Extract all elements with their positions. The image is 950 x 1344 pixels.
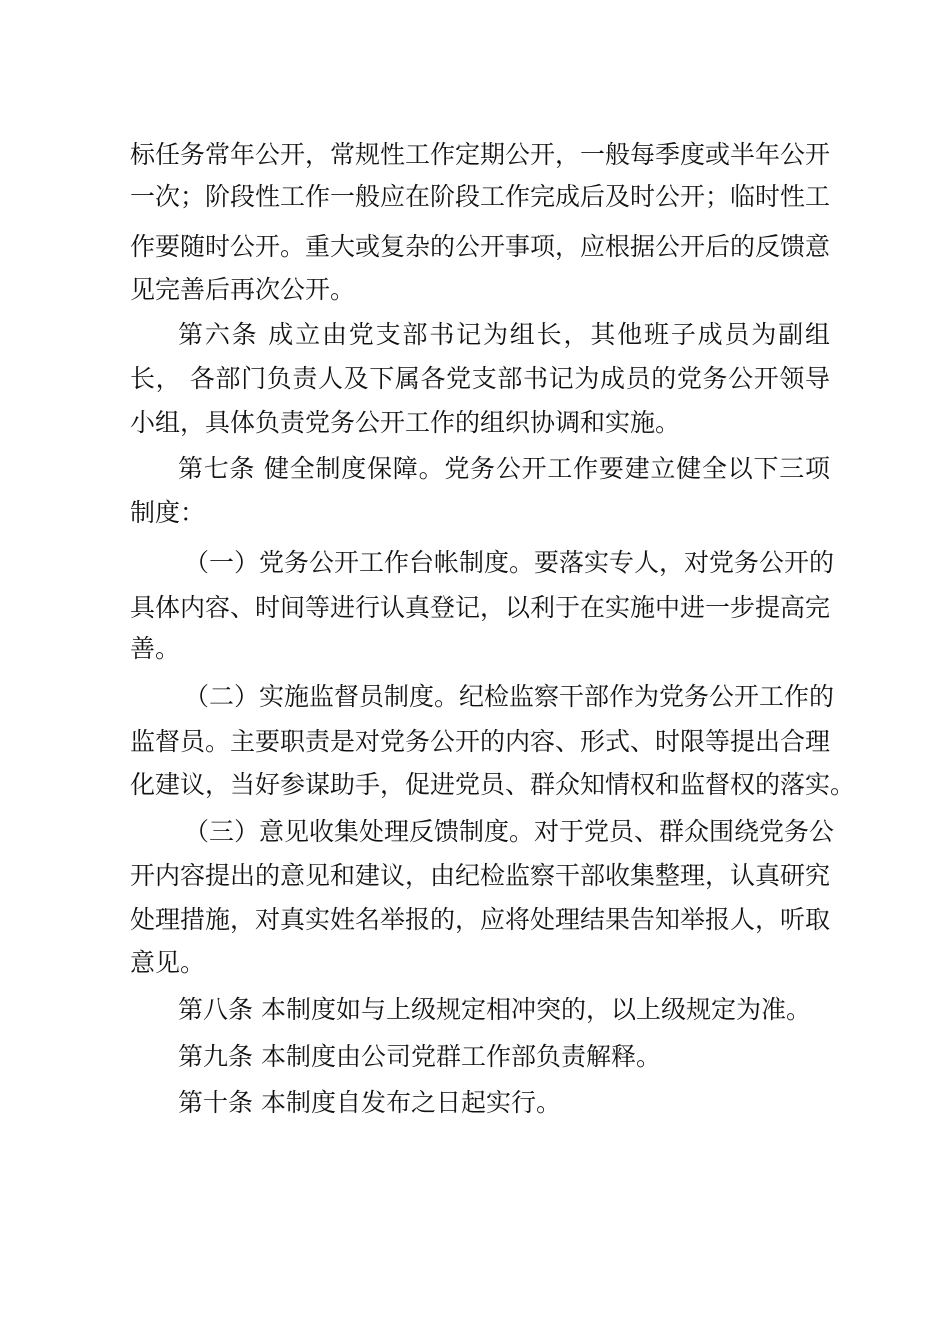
- text-line: 处理措施，对真实姓名举报的，应将处理结果告知举报人，听取: [130, 905, 831, 934]
- clause-one-line: （一）党务公开工作台帐制度。要落实专人，对党务公开的: [184, 548, 835, 577]
- article-eight-line: 第八条 本制度如与上级规定相冲突的，以上级规定为准。: [178, 995, 811, 1024]
- text-line: 一次；阶段性工作一般应在阶段工作完成后及时公开；临时性工: [130, 182, 831, 211]
- text-line: 善。: [130, 634, 181, 663]
- article-six-heading-line: 第六条 成立由党支部书记为组长，其他班子成员为副组: [178, 320, 830, 349]
- article-ten-line: 第十条 本制度自发布之日起实行。: [178, 1088, 561, 1117]
- text-line: 见完善后再次公开。: [130, 275, 356, 304]
- text-line: 长， 各部门负责人及下属各党支部书记为成员的党务公开领导: [130, 364, 830, 393]
- text-line: 开内容提出的意见和建议，由纪检监察干部收集整理，认真研究: [130, 861, 831, 890]
- text-line: 制度：: [130, 498, 206, 527]
- text-line: 小组，具体负责党务公开工作的组织协调和实施。: [130, 408, 681, 437]
- article-nine-line: 第九条 本制度由公司党群工作部负责解释。: [178, 1042, 661, 1071]
- text-line: 化建议，当好参谋助手，促进党员、群众知情权和监督权的落实。: [130, 770, 856, 799]
- text-line: 标任务常年公开，常规性工作定期公开，一般每季度或半年公开: [130, 140, 831, 169]
- article-seven-heading-line: 第七条 健全制度保障。党务公开工作要建立健全以下三项: [178, 454, 830, 483]
- text-line: 意见。: [130, 948, 206, 977]
- text-line: 作要随时公开。重大或复杂的公开事项，应根据公开后的反馈意: [130, 232, 831, 261]
- clause-three-line: （三）意见收集处理反馈制度。对于党员、群众围绕党务公: [184, 817, 835, 846]
- clause-two-line: （二）实施监督员制度。纪检监察干部作为党务公开工作的: [184, 682, 835, 711]
- text-line: 监督员。主要职责是对党务公开的内容、形式、时限等提出合理: [130, 727, 831, 756]
- text-line: 具体内容、时间等进行认真登记，以利于在实施中进一步提高完: [130, 593, 831, 622]
